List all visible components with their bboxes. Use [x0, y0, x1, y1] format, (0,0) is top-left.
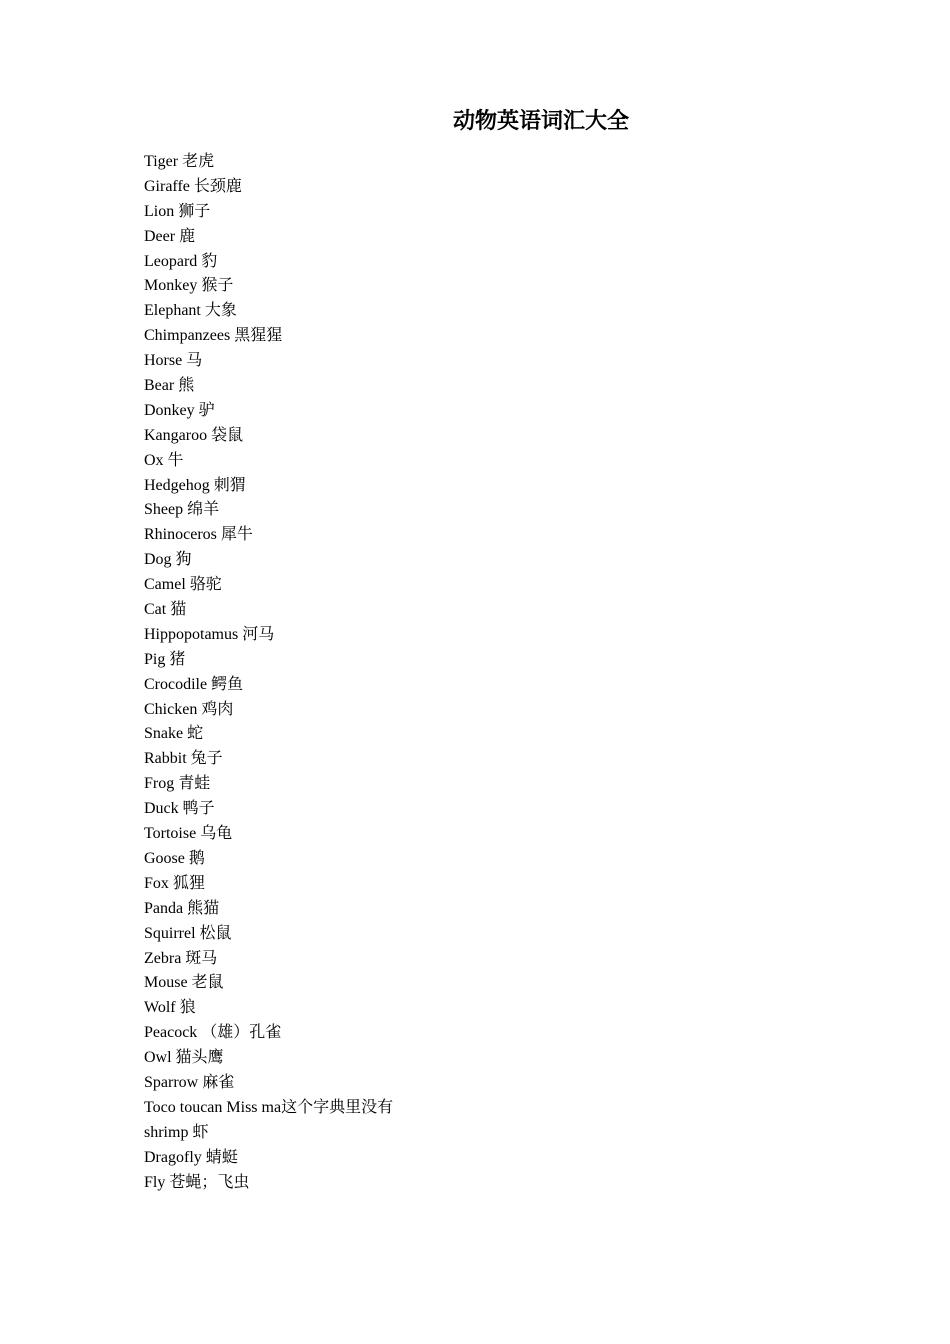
- list-item: Tortoise 乌龟: [144, 825, 233, 843]
- list-item: Rhinoceros 犀牛: [144, 526, 253, 544]
- list-item: shrimp 虾: [144, 1123, 209, 1141]
- list-item: Duck 鸭子: [144, 800, 215, 818]
- list-item: Snake 蛇: [144, 725, 204, 743]
- list-item: Deer 鹿: [144, 227, 196, 245]
- page-title: 动物英语词汇大全: [453, 108, 630, 133]
- list-item: Fly 苍蝇；飞虫: [144, 1173, 250, 1191]
- list-item: Owl 猫头鹰: [144, 1049, 224, 1067]
- list-item: Frog 青蛙: [144, 775, 211, 793]
- list-item: Goose 鹅: [144, 849, 205, 867]
- list-item: Ox 牛: [144, 451, 184, 469]
- list-item: Mouse 老鼠: [144, 974, 224, 992]
- list-item: Sparrow 麻雀: [144, 1073, 235, 1091]
- list-item: Crocodile 鳄鱼: [144, 675, 244, 693]
- list-item: Cat 猫: [144, 601, 187, 619]
- list-item: Monkey 猴子: [144, 277, 234, 295]
- list-item: Hippopotamus 河马: [144, 625, 275, 643]
- list-item: Toco toucan Miss ma这个字典里没有: [144, 1098, 394, 1116]
- list-item: Sheep 绵羊: [144, 501, 220, 519]
- list-item: Panda 熊猫: [144, 899, 220, 917]
- list-item: Tiger 老虎: [144, 153, 215, 170]
- list-item: Dog 狗: [144, 551, 192, 569]
- list-item: Fox 狐狸: [144, 874, 205, 892]
- list-item: Lion 狮子: [144, 202, 211, 220]
- list-item: Squirrel 松鼠: [144, 924, 232, 942]
- list-item: Elephant 大象: [144, 302, 237, 320]
- list-item: Dragofly 蜻蜓: [144, 1148, 238, 1166]
- list-item: Donkey 驴: [144, 401, 215, 419]
- list-item: Peacock （雄）孔雀: [144, 1024, 282, 1042]
- list-item: Giraffe 长颈鹿: [144, 177, 242, 195]
- list-item: Rabbit 兔子: [144, 750, 223, 768]
- list-item: Wolf 狼: [144, 999, 196, 1017]
- list-item: Pig 猪: [144, 650, 186, 668]
- list-item: Camel 骆驼: [144, 576, 222, 594]
- list-item: Chicken 鸡肉: [144, 700, 234, 718]
- list-item: Hedgehog 刺猬: [144, 476, 246, 494]
- list-item: Zebra 斑马: [144, 949, 218, 967]
- list-item: Bear 熊: [144, 377, 195, 395]
- list-item: Kangaroo 袋鼠: [144, 426, 244, 444]
- vocabulary-list: [144, 150, 393, 1195]
- list-item: Horse 马: [144, 352, 203, 370]
- list-item: Leopard 豹: [144, 252, 218, 270]
- list-item: Chimpanzees 黑猩猩: [144, 327, 283, 345]
